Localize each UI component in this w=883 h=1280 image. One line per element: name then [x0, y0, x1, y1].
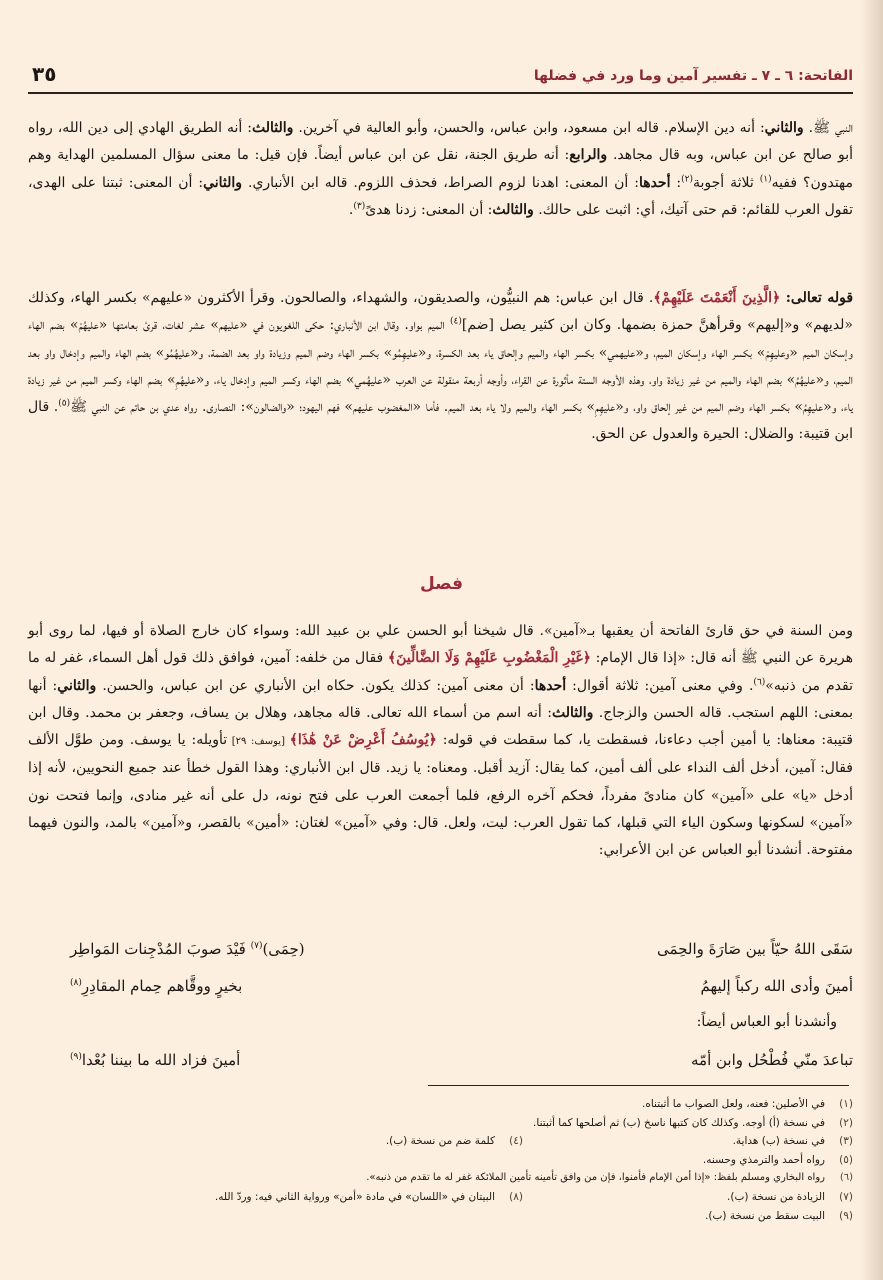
text: أمينَ فزاد الله ما بيننا بُعْدا — [81, 1051, 241, 1069]
text: فقال من خلفه: آمين، فوافق ذلك قول أهل السماء، غفر له ما تقدم من ذنبه» — [28, 650, 853, 694]
text: : أن المعنى: زدنا هدىً — [365, 201, 493, 218]
footnote-text: رواه أحمد والترمذي وحسنه. — [702, 1153, 825, 1166]
text: . قال ابن عباس: هم النبيُّون، والصديقون، والشهداء، والصالحون. وقرأ الأكثرون «عليهم» بكسر الهاء، وكذلك «لديهم» و«إليهم» وقرأهنَّ حمزة بضمها. وكان ابن كثير يصل [ضم] — [28, 290, 853, 334]
footnote-number: (٥) — [839, 1153, 853, 1166]
running-title: الفاتحة: ٦ ـ ٧ ـ تفسير آمين وما ورد في فضلها — [533, 68, 853, 84]
footnote — [215, 1188, 523, 1207]
footnote-row — [40, 1188, 853, 1207]
paragraph-3 — [28, 618, 853, 865]
footnote — [642, 1095, 853, 1114]
footnote-ref[interactable]: (٣) — [353, 201, 366, 212]
text: ومن السنة في حق قارئ الفاتحة أن يعقبها بـ«آمين». قال شيخنا أبو الحسن علي بن عبيد الله: وسواء كان خارج الصلاة أو فيها، لما روى أبو هريرة عن النبي ﷺ أنه قال: «إذا قال الإمام: — [28, 623, 853, 667]
keyword: والرابع — [569, 147, 608, 164]
keyword: والثاني — [57, 677, 97, 694]
footnote-number: (٦) — [839, 1172, 853, 1184]
footnote-text: البيت سقط من نسخة (ب). — [705, 1209, 825, 1222]
footnote-row — [40, 1095, 853, 1114]
keyword: أحدها — [638, 174, 671, 191]
footnote-number: (٤) — [509, 1135, 523, 1148]
footnote-ref[interactable]: (١) — [759, 173, 772, 184]
hemistich-first: تباعدَ منّي فُطْحُل وابن أمّه — [691, 1051, 853, 1069]
poem-interlude — [40, 1014, 853, 1051]
text: : أنه طريق الجنة، نقل عن ابن عباس أيضاً. فإن قيل: ما معنى سؤال المسلمين الهداية وهم مهتدون؟ ففيه — [28, 147, 854, 191]
text: : أنه دين الإسلام. قاله ابن مسعود، وابن عباس، والحسن، وأبو العالية في آخرين. — [293, 120, 765, 136]
footnote-ref[interactable]: (٤) — [450, 316, 462, 327]
hemistich-first: سَقَى اللهُ حيّاً بين صَارَةَ والحِمَى — [657, 940, 853, 958]
text: فَيْدَ صوبَ المُدْجِنات المَواطِر — [70, 940, 251, 958]
paragraph-2 — [28, 285, 853, 449]
hemistich-second — [70, 940, 305, 958]
text: . — [348, 201, 354, 218]
poem-verse — [40, 940, 853, 977]
quran-quote: ﴿يُوسُفُ أَعْرِضْ عَنْ هَٰذَا﴾ — [289, 732, 437, 749]
running-head — [28, 62, 853, 94]
footnote-row — [40, 1114, 853, 1133]
footnote-text: كلمة ضم من نسخة (ب). — [385, 1135, 495, 1148]
hemistich-second — [70, 977, 242, 995]
hemistich-first: أمينَ وأدى الله ركباً إليهمُ — [700, 977, 853, 995]
footnote-ref[interactable]: (٦) — [753, 676, 766, 687]
footnote-ref[interactable]: (٧) — [250, 941, 263, 951]
verse-label: قوله تعالى: — [780, 290, 854, 306]
poem-1 — [40, 940, 853, 1088]
footnote-row — [40, 1169, 853, 1188]
text: : أنها بمعنى: اللهم استجب. قاله الحسن والزجاج. — [28, 677, 853, 721]
footnote-row — [40, 1132, 853, 1151]
text: : — [670, 174, 682, 191]
footnote — [366, 1169, 853, 1188]
footnote — [727, 1188, 853, 1207]
footnote-row — [40, 1151, 853, 1170]
text: . قال ابن قتيبة: والضلال: الحيرة والعدول عن الحق. — [28, 399, 853, 443]
footnote-number: (٧) — [839, 1190, 853, 1203]
interlude-text: وأنشدنا أبو العباس أيضاً: — [696, 1014, 837, 1030]
footnote-text: في الأصلين: فعنه، ولعل الصواب ما أثبتناه. — [641, 1098, 825, 1110]
footnote — [533, 1114, 853, 1133]
keyword: والثاني — [203, 174, 243, 191]
text: : أن المعنى: اهدنا لزوم الصراط، فحذف اللزوم. قاله ابن الأنباري. — [242, 174, 639, 191]
text: الميم بواو. وقال ابن الأنباري: حكى اللغويون في «عليهم» عشر لغات، قرئ بعامتها «عليهُمْ» بضم الهاء وإسكان الميم «وعليهِمْ» بكسر الهاء وإسكان الميم، و«عليهمي» بكسر الهاء والميم وإلحاق ياء بعد الكسرة، و«عليهِمُو» بكسر الهاء وضم الميم وزيادة واو بعد الضمة، و«عليهُمُو» بضم الهاء والميم وإدخال واو بعد الميم، و«عليهُمُ» بضم الهاء والميم من غير زيادة واو، وهذه الأوجه الستة مأثورة عن القراء، وأوجه أربعة منقولة عن العرب «عليهُمي» بضم الهاء وكسر الميم وإدخال ياء، و«عليهُمِ» بضم الهاء وكسر الميم من غير زيادة ياء، و«عليهِمُ» بكسر الهاء وضم الميم من غير إلحاق واو، و«عليهِمِ» بكسر الهاء والميم ولا ياء بعد الميم. فأما «المغضوب عليهم» فهم اليهود؛ «والضالون»: النصارى. رواه عدي بن حاتم عن النبي ﷺ — [28, 317, 853, 416]
footnote-ref[interactable]: (٨) — [70, 978, 82, 988]
footnote — [703, 1151, 853, 1170]
text: : أن معنى آمين: كذلك يكون. حكاه ابن الأنباري عن ابن عباس، والحسن. — [96, 677, 535, 694]
text: تأويله: يا يوسف. ومن طوَّل الألف فقال: آمين، أدخل ألف النداء على ألف أمين، كما يقال: آزيد أقبل. ومعناه: يا زيد. قال ابن الأنباري: وهذا القول خطأ عند جميع النحويين، لأنه إذا أدخل «يا» على «آمين» كان منادىً مفرداً، فحكم آخره الرفع، فلما أجمعت العرب على فتح نونه، دل على أنه غير منادى، وإنما فتحت نون «آمين» لسكونها وسكون الياء التي قبلها، كما تقول العرب: ليت، ولعل. قال: وفي «آمين» لغتان: «أمين» بالقصر، و«آمين» بالمد، والنون فيهما مفتوحة. أنشدنا أبو العباس عن ابن الأعرابي: — [28, 732, 853, 859]
text: بخيرٍ ووقَّاهم حِمام المقادِرِ — [81, 977, 243, 995]
footnote-number: (٩) — [839, 1209, 853, 1222]
keyword: والثاني — [764, 120, 804, 136]
paragraph-1 — [28, 115, 853, 224]
footnotes — [40, 1095, 853, 1225]
footnote — [386, 1132, 523, 1151]
footnote — [705, 1207, 853, 1226]
text: (حِمَى) — [262, 940, 305, 958]
page-number: ٣٥ — [32, 62, 57, 86]
footnote-separator — [428, 1085, 849, 1086]
keyword: أحدها — [534, 677, 567, 694]
footnote-number: (٨) — [509, 1190, 523, 1203]
footnote — [733, 1132, 853, 1151]
page-gutter-shadow — [861, 0, 883, 1280]
poem-verse — [40, 1051, 853, 1088]
footnote-number: (٢) — [839, 1116, 853, 1129]
text: : أن المعنى: ثبتنا على الهدى، تقول العرب للقائم: قم حتى آتيك، أي: اثبت على حالك. — [28, 174, 853, 218]
footnote-ref[interactable]: (٥) — [58, 398, 71, 409]
footnote-number: (١) — [839, 1098, 853, 1110]
footnote-text: الزيادة من نسخة (ب). — [727, 1190, 825, 1203]
text: النبي ﷺ. — [803, 120, 854, 136]
text: : أنه اسم من أسماء الله تعالى. قاله مجاهد، وهلال بن يساف، وجعفر بن محمد. وقال ابن قتيبة: معناها: يا أمين أجب دعاءنا، فسقطت يا، كما سقطت في قوله: — [28, 704, 853, 749]
poem-verse — [40, 977, 853, 1014]
keyword: والثالث — [492, 201, 534, 218]
quran-quote: ﴿الَّذِينَ أَنْعَمْتَ عَلَيْهِمْ﴾ — [653, 290, 781, 306]
footnote-ref[interactable]: (٢) — [681, 173, 694, 184]
text: . وفي معنى آمين: ثلاثة أقوال: — [566, 677, 754, 694]
footnote-ref[interactable]: (٩) — [70, 1052, 82, 1062]
footnote-number: (٣) — [839, 1135, 853, 1148]
footnote-text: في نسخة (أ) أوجه. وكذلك كان كتبها ناسخ (ب) ثم أصلحها كما أثبتنا. — [533, 1116, 825, 1129]
footnote-text: في نسخة (ب) هداية. — [732, 1135, 825, 1148]
verse-reference: [يوسف: ٢٩] — [227, 736, 290, 748]
section-heading: فصل — [419, 574, 464, 594]
quran-quote: ﴿غَيْرِ الْمَغْضُوبِ عَلَيْهِمْ وَلَا الضَّالِّينَ﴾ — [387, 650, 591, 667]
hemistich-second — [70, 1051, 240, 1069]
footnote-row — [40, 1207, 853, 1226]
text: : أنه الطريق الهادي إلى دين الله، رواه أبو صالح عن ابن عباس، وبه قال مجاهد. — [28, 120, 853, 164]
text: ثلاثة أجوبة — [693, 174, 760, 191]
keyword: والثالث — [252, 120, 294, 136]
footnote-text: رواه البخاري ومسلم بلفظ: «إذا أمن الإمام فأمنوا، فإن من وافق تأمينه تأمين الملائكة غفر له ما تقدم من ذنبه». — [366, 1172, 825, 1184]
keyword: والثالث — [551, 704, 594, 721]
footnote-text: البيتان في «اللسان» في مادة «أمن» ورواية الثاني فيه: وردّ الله. — [214, 1190, 495, 1203]
